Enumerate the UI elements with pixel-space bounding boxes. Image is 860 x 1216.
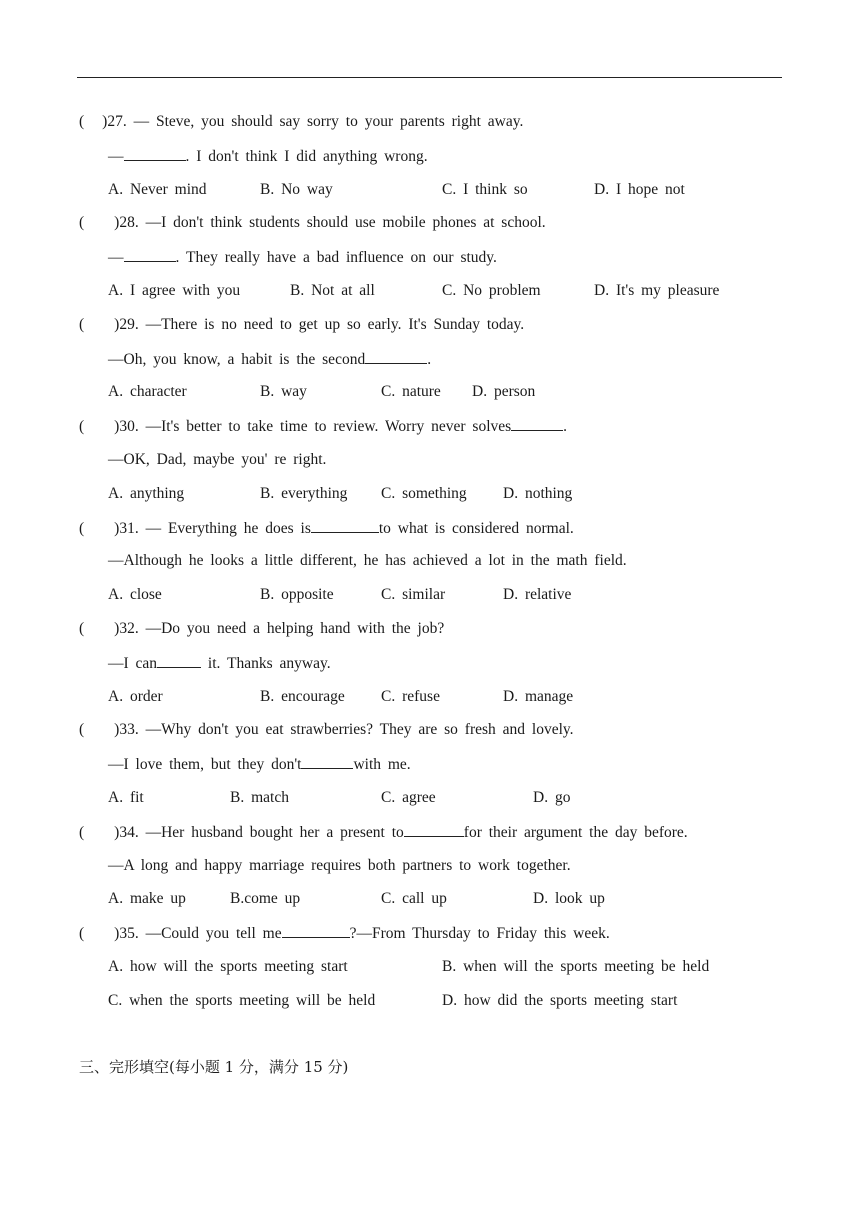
question-text: . <box>563 418 568 435</box>
option-a[interactable]: A. make up <box>108 890 186 907</box>
answer-blank[interactable] <box>124 146 186 161</box>
option-a[interactable]: A. character <box>108 383 187 400</box>
question-text: — Steve, you should say sorry to your parents right away. <box>133 113 524 130</box>
question-text: —There is no need to get up so early. It's Sunday today. <box>145 316 525 333</box>
option-a[interactable]: A. order <box>108 688 163 705</box>
question-29-reply <box>108 349 431 370</box>
question-27-reply <box>108 146 428 167</box>
question-number: 34. <box>119 824 139 841</box>
question-number: 28. <box>119 214 139 231</box>
option-d[interactable]: D. relative <box>503 586 572 603</box>
question-34-reply: —A long and happy marriage requires both partners to work together. <box>108 857 571 874</box>
answer-blank[interactable] <box>124 247 176 262</box>
option-c[interactable]: C. call up <box>381 890 447 907</box>
option-a[interactable]: A. close <box>108 586 162 603</box>
question-text: —Do you need a helping hand with the job? <box>145 620 445 637</box>
option-b[interactable]: B. Not at all <box>290 282 375 299</box>
question-30-reply: —OK, Dad, maybe you' re right. <box>108 451 327 468</box>
question-text: —Could you tell me <box>145 925 282 942</box>
option-c[interactable]: C. something <box>381 485 467 502</box>
question-text: for their argument the day before. <box>463 824 688 841</box>
question-31-reply: —Although he looks a little different, he has achieved a lot in the math field. <box>108 552 627 569</box>
option-b[interactable]: B. No way <box>260 181 333 198</box>
question-28-reply <box>108 247 497 268</box>
option-b[interactable]: B. match <box>230 789 289 806</box>
reply-text: it. Thanks anyway. <box>201 655 331 672</box>
question-31-stem: ( )31. — Everything he does is to what is considered normal. <box>79 520 574 537</box>
reply-text: — <box>108 249 124 266</box>
question-text: —I don't think students should use mobile phones at school. <box>145 214 546 231</box>
question-text: —It's better to take time to review. Worry never solves <box>145 418 512 435</box>
section-heading: 三、完形填空(每小题 1 分，满分 15 分) <box>79 1058 349 1076</box>
option-a[interactable]: A. Never mind <box>108 181 207 198</box>
answer-blank[interactable] <box>301 754 353 769</box>
option-c[interactable]: C. refuse <box>381 688 440 705</box>
reply-text: . <box>427 351 432 368</box>
answer-blank[interactable] <box>157 653 201 668</box>
question-number: 31. <box>119 520 139 537</box>
question-32-reply <box>108 653 331 674</box>
reply-text: . I don't think I did anything wrong. <box>185 148 428 165</box>
option-b[interactable]: B. everything <box>260 485 348 502</box>
answer-blank[interactable] <box>311 518 379 533</box>
question-35-stem: ( )35. —Could you tell me ?—From Thursday to Friday this week. <box>79 925 610 942</box>
question-number: 32. <box>119 620 139 637</box>
option-b[interactable]: B.come up <box>230 890 301 907</box>
option-d[interactable]: D. It's my pleasure <box>594 282 720 299</box>
answer-blank[interactable] <box>404 822 464 837</box>
question-27-stem: ( )27. — Steve, you should say sorry to your parents right away. <box>79 113 524 130</box>
question-number: 33. <box>119 721 139 738</box>
option-c[interactable]: C. nature <box>381 383 441 400</box>
option-d[interactable]: D. nothing <box>503 485 573 502</box>
question-33-stem: ( )33. —Why don't you eat strawberries? They are so fresh and lovely. <box>79 721 574 738</box>
answer-blank[interactable] <box>282 923 350 938</box>
question-34-stem: ( )34. —Her husband bought her a present to for their argument the day before. <box>79 824 688 841</box>
question-33-reply <box>108 754 411 775</box>
header-rule <box>77 77 782 78</box>
answer-blank[interactable] <box>511 416 563 431</box>
option-b[interactable]: B. encourage <box>260 688 345 705</box>
question-number: 29. <box>119 316 139 333</box>
question-text: to what is considered normal. <box>378 520 574 537</box>
answer-blank[interactable] <box>365 349 427 364</box>
question-28-stem: ( )28. —I don't think students should use mobile phones at school. <box>79 214 546 231</box>
question-text: —Why don't you eat strawberries? They are so fresh and lovely. <box>145 721 574 738</box>
option-d[interactable]: D. look up <box>533 890 605 907</box>
reply-text: . They really have a bad influence on our study. <box>175 249 497 266</box>
option-b[interactable]: B. way <box>260 383 307 400</box>
option-a[interactable]: A. fit <box>108 789 144 806</box>
option-c[interactable]: C. similar <box>381 586 446 603</box>
question-number: 30. <box>119 418 139 435</box>
option-a[interactable]: A. anything <box>108 485 185 502</box>
reply-text: — <box>108 148 124 165</box>
question-30-stem: ( )30. —It's better to take time to review. Worry never solves . <box>79 418 568 435</box>
reply-text: with me. <box>353 756 411 773</box>
option-a[interactable]: A. how will the sports meeting start <box>108 958 348 975</box>
option-d[interactable]: D. person <box>472 383 536 400</box>
question-text: —Her husband bought her a present to <box>145 824 404 841</box>
question-number: 27. <box>107 113 127 130</box>
reply-text: —Oh, you know, a habit is the second <box>108 351 366 368</box>
option-d[interactable]: D. I hope not <box>594 181 685 198</box>
option-c[interactable]: C. when the sports meeting will be held <box>108 992 376 1009</box>
option-a[interactable]: A. I agree with you <box>108 282 241 299</box>
question-29-stem: ( )29. —There is no need to get up so early. It's Sunday today. <box>79 316 525 333</box>
question-number: 35. <box>119 925 139 942</box>
option-c[interactable]: C. I think so <box>442 181 528 198</box>
question-text: — Everything he does is <box>145 520 311 537</box>
reply-text: —I love them, but they don't <box>108 756 302 773</box>
reply-text: —I can <box>108 655 158 672</box>
option-d[interactable]: D. how did the sports meeting start <box>442 992 678 1009</box>
question-32-stem: ( )32. —Do you need a helping hand with the job? <box>79 620 445 637</box>
option-d[interactable]: D. manage <box>503 688 574 705</box>
option-c[interactable]: C. agree <box>381 789 436 806</box>
option-b[interactable]: B. opposite <box>260 586 334 603</box>
option-c[interactable]: C. No problem <box>442 282 541 299</box>
option-d[interactable]: D. go <box>533 789 571 806</box>
option-b[interactable]: B. when will the sports meeting be held <box>442 958 710 975</box>
question-text: ?—From Thursday to Friday this week. <box>349 925 610 942</box>
